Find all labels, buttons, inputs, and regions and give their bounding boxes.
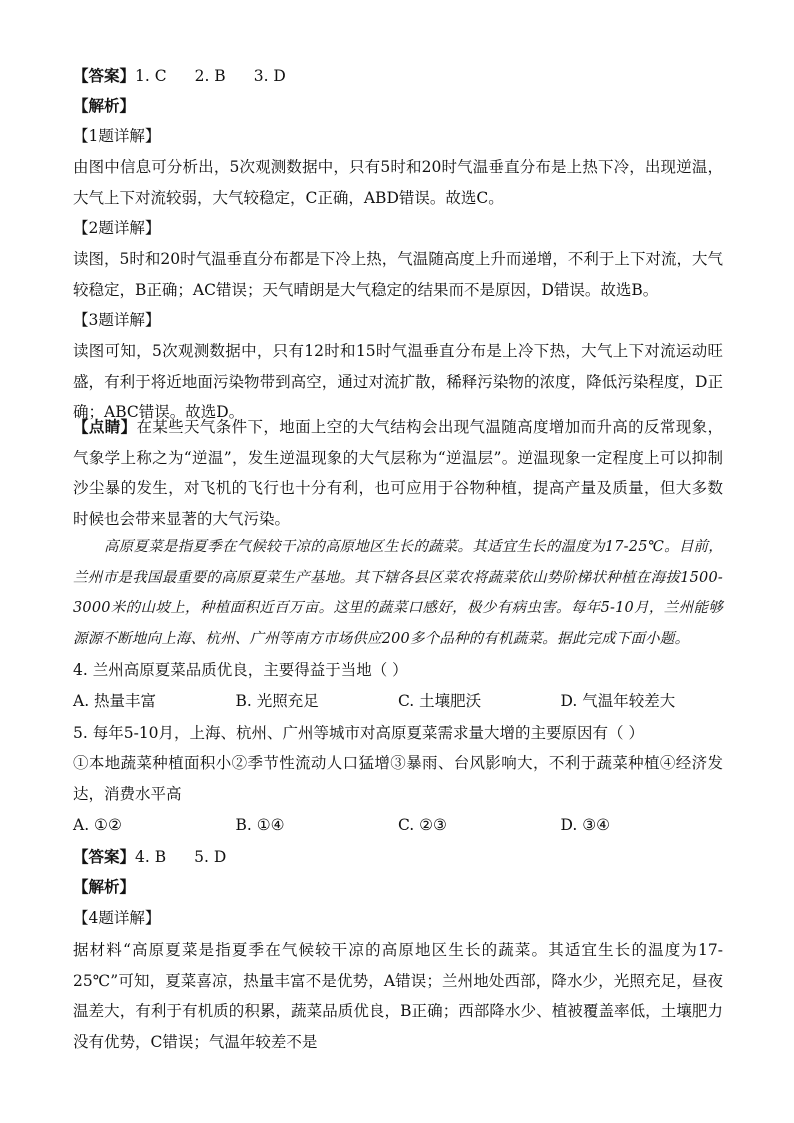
answer-2: 2. B: [194, 67, 226, 85]
q3-label: 【3题详解】: [73, 311, 161, 329]
q4-option-d: D. 气温年较差大: [560, 692, 676, 710]
q4-option-a: A. 热量丰富: [73, 692, 157, 710]
q5-options: [73, 810, 723, 841]
q5-option-b: B. ①④: [235, 816, 285, 834]
q5-option-c: C. ②③: [398, 816, 447, 834]
answer-label-2: 【答案】: [73, 847, 136, 866]
q4-stem: 4. 兰州高原夏菜品质优良，主要得益于当地（ ）: [73, 661, 408, 679]
q4-option-c: C. 土壤肥沃: [398, 692, 482, 710]
q5-option-a: A. ①②: [73, 816, 122, 834]
tip-paragraph: [73, 412, 723, 534]
analysis-label: 解析: [88, 96, 120, 115]
q2-label: 【2题详解】: [73, 219, 161, 237]
answer-line-2: [73, 842, 723, 873]
q5-statements: ①本地蔬菜种植面积小②季节性流动人口猛增③暴雨、台风影响大，不利于蔬菜种植④经济发达，消费水平高: [73, 754, 723, 803]
analysis-heading-2: 【解析】: [73, 877, 136, 896]
answer-1: 1. C: [135, 67, 167, 85]
answer-line-1: [73, 61, 723, 92]
q4-option-b: B. 光照充足: [235, 692, 319, 710]
q4-explanation: 据材料“高原夏菜是指夏季在气候较干凉的高原地区生长的蔬菜。其适宜生长的温度为17-25℃”可知，夏菜喜凉，热量丰富不是优势，A错误；兰州地处西部，降水少，光照充足，昼夜温差大，有利于有机质的积累，蔬菜品质优良，B正确；西部降水少、植被覆盖率低，土壤肥力没有优势，C错误；气温年较差不是: [73, 941, 723, 1051]
analysis-label-2: 解析: [88, 877, 120, 896]
q4-options: [73, 686, 723, 717]
q3-explanation: 读图可知，5次观测数据中，只有12时和15时气温垂直分布是上冷下热，大气上下对流运动旺盛，有利于将近地面污染物带到高空，通过对流扩散，稀释污染物的浓度，降低污染程度，D正确；ABC错误。故选D。: [73, 342, 723, 421]
analysis-heading-1: 【解析】: [73, 96, 136, 115]
answer-5: 5. D: [194, 848, 227, 866]
answer-3: 3. D: [253, 67, 286, 85]
tip-label: 【点睛】: [73, 417, 137, 436]
q5-option-d: D. ③④: [560, 816, 611, 834]
tip-text: 在某些天气条件下，地面上空的大气结构会出现气温随高度增加而升高的反常现象，气象学上称之为“逆温”，发生逆温现象的大气层称为“逆温层”。逆温现象一定程度上可以抑制沙尘暴的发生，对飞机的飞行也十分有利，也可应用于谷物种植，提高产量及质量，但大多数时候也会带来显著的大气污染。: [73, 418, 723, 528]
q1-explanation: 由图中信息可分析出，5次观测数据中，只有5时和20时气温垂直分布是上热下冷，出现逆温，大气上下对流较弱，大气较稳定，C正确，ABD错误。故选C。: [73, 158, 723, 207]
q2-explanation: 读图，5时和20时气温垂直分布都是下冷上热，气温随高度上升而递增，不利于上下对流，大气较稳定，B正确；AC错误；天气晴朗是大气稳定的结果而不是原因，D错误。故选B。: [73, 250, 723, 299]
q1-label: 【1题详解】: [73, 127, 161, 145]
q5-stem: 5. 每年5-10月，上海、杭州、广州等城市对高原夏菜需求量大增的主要原因有（ ）: [73, 724, 644, 742]
answer-label: 【答案】: [73, 66, 136, 85]
q4-label: 【4题详解】: [73, 909, 161, 927]
material-passage: 高原夏菜是指夏季在气候较干凉的高原地区生长的蔬菜。其适宜生长的温度为17-25℃。目前，兰州市是我国最重要的高原夏菜生产基地。其下辖各县区菜农将蔬菜依山势阶梯状种植在海拔1500-3000米的山坡上，种植面积近百万亩。这里的蔬菜口感好，极少有病虫害。每年5-10月，兰州能够源源不断地向上海、杭州、广州等南方市场供应200多个品种的有机蔬菜。据此完成下面小题。: [73, 539, 723, 647]
answer-4: 4. B: [135, 848, 167, 866]
